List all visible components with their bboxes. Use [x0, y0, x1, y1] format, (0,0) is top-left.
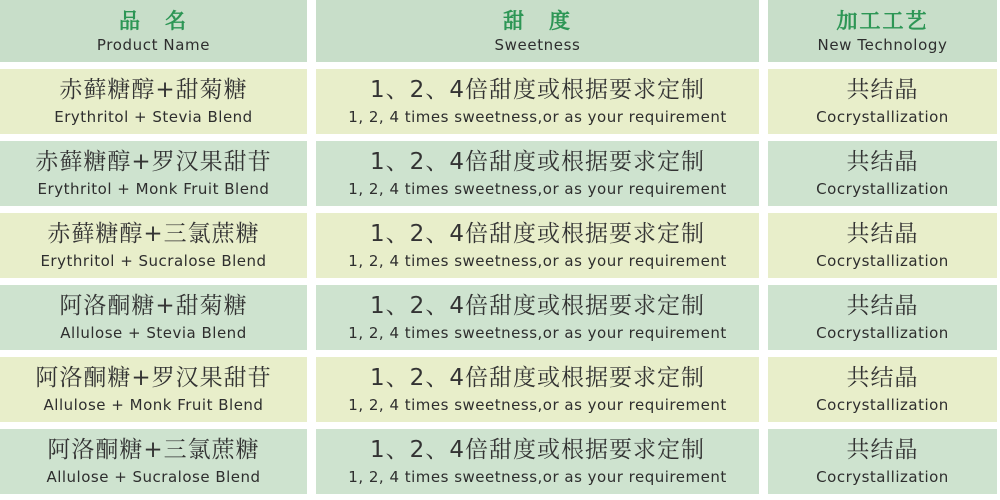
sweetness-zh: 1、2、4倍甜度或根据要求定制	[370, 365, 705, 392]
sweetness-zh: 1、2、4倍甜度或根据要求定制	[370, 293, 705, 320]
technology-en: Cocrystallization	[816, 324, 949, 342]
sweetness-cell	[316, 429, 759, 494]
header-technology-en: New Technology	[817, 35, 948, 54]
technology-en: Cocrystallization	[816, 468, 949, 486]
sweetness-en: 1, 2, 4 times sweetness,or as your requirement	[348, 468, 727, 486]
sweetness-en: 1, 2, 4 times sweetness,or as your requirement	[348, 252, 727, 270]
header-cell-technology	[768, 0, 997, 62]
product-en: Allulose + Monk Fruit Blend	[43, 396, 264, 414]
technology-cell	[768, 357, 997, 422]
product-cell	[0, 357, 307, 422]
product-zh: 阿洛酮糖+罗汉果甜苷	[35, 365, 272, 392]
technology-zh: 共结晶	[846, 221, 919, 248]
product-cell	[0, 69, 307, 134]
header-product-name-en: Product Name	[96, 35, 211, 54]
header-cell-sweetness	[316, 0, 759, 62]
header-sweetness-en: Sweetness	[494, 35, 581, 54]
header-cell-product-name	[0, 0, 307, 62]
technology-cell	[768, 429, 997, 494]
sweetness-cell	[316, 357, 759, 422]
header-technology-zh: 加工工艺	[836, 8, 929, 33]
product-zh: 赤藓糖醇+三氯蔗糖	[47, 221, 260, 248]
sweetness-zh: 1、2、4倍甜度或根据要求定制	[370, 221, 705, 248]
product-en: Allulose + Sucralose Blend	[46, 468, 261, 486]
sweetness-cell	[316, 141, 759, 206]
product-en: Allulose + Stevia Blend	[60, 324, 247, 342]
product-zh: 赤藓糖醇+甜菊糖	[59, 77, 248, 104]
technology-zh: 共结晶	[846, 365, 919, 392]
technology-en: Cocrystallization	[816, 252, 949, 270]
product-cell	[0, 429, 307, 494]
sweetness-en: 1, 2, 4 times sweetness,or as your requirement	[348, 396, 727, 414]
sweetness-cell	[316, 213, 759, 278]
technology-zh: 共结晶	[846, 293, 919, 320]
product-zh: 阿洛酮糖+甜菊糖	[59, 293, 248, 320]
sweetness-en: 1, 2, 4 times sweetness,or as your requirement	[348, 108, 727, 126]
product-en: Erythritol + Sucralose Blend	[40, 252, 267, 270]
technology-zh: 共结晶	[846, 437, 919, 464]
technology-cell	[768, 285, 997, 350]
product-zh: 阿洛酮糖+三氯蔗糖	[47, 437, 260, 464]
sweetness-cell	[316, 69, 759, 134]
technology-en: Cocrystallization	[816, 396, 949, 414]
sweetness-en: 1, 2, 4 times sweetness,or as your requirement	[348, 324, 727, 342]
sweetness-en: 1, 2, 4 times sweetness,or as your requirement	[348, 180, 727, 198]
technology-zh: 共结晶	[846, 149, 919, 176]
product-cell	[0, 141, 307, 206]
product-cell	[0, 285, 307, 350]
technology-zh: 共结晶	[846, 77, 919, 104]
product-zh: 赤藓糖醇+罗汉果甜苷	[35, 149, 272, 176]
header-sweetness-zh: 甜 度	[503, 8, 572, 33]
header-product-name-zh: 品 名	[119, 8, 188, 33]
technology-cell	[768, 141, 997, 206]
technology-en: Cocrystallization	[816, 108, 949, 126]
technology-cell	[768, 69, 997, 134]
technology-cell	[768, 213, 997, 278]
technology-en: Cocrystallization	[816, 180, 949, 198]
product-cell	[0, 213, 307, 278]
product-en: Erythritol + Stevia Blend	[54, 108, 253, 126]
sweetness-zh: 1、2、4倍甜度或根据要求定制	[370, 77, 705, 104]
sweetness-cell	[316, 285, 759, 350]
product-en: Erythritol + Monk Fruit Blend	[37, 180, 270, 198]
sweetness-zh: 1、2、4倍甜度或根据要求定制	[370, 149, 705, 176]
sweetness-zh: 1、2、4倍甜度或根据要求定制	[370, 437, 705, 464]
